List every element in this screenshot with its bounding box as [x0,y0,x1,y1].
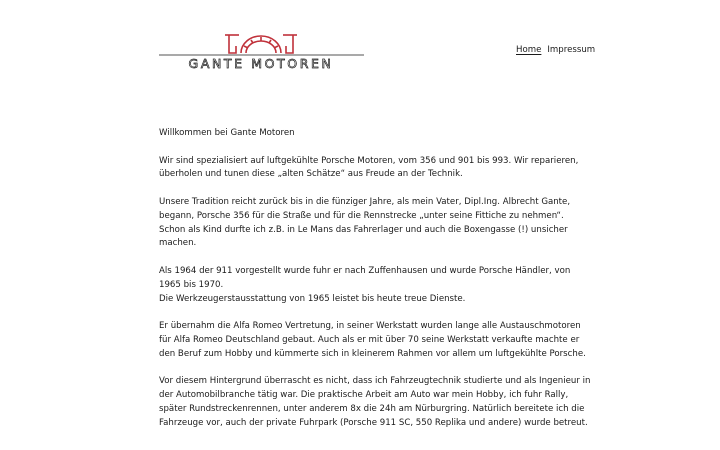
text-line: für Alfa Romeo Deutschland gebaut. Auch als er mit über 70 seine Werkstatt verkaufte machte er [159,334,580,345]
site-logo[interactable] [159,33,364,73]
text-line: Fahrzeuge vor, auch der private Fuhrpark (Porsche 911 SC, 550 Replika und andere) wurde betreut. [159,417,588,428]
paragraph-background [159,375,591,430]
main-content [159,127,591,444]
text-line: den Beruf zum Hobby und kümmerte sich in kleinerem Rahmen vor allem um luftgekühlte Porsche. [159,348,586,359]
gante-motoren-logo-icon [159,33,364,73]
text-line: machen. [159,238,197,249]
paragraph-911-history [159,265,569,306]
paragraph-tradition [159,196,569,251]
nav-link-impressum[interactable]: Impressum [547,45,596,55]
text-line: Schon als Kind durfte ich z.B. in Le Mans das Fahrerlager und auch die Boxengasse (!) unsicher [159,224,568,235]
text-line: Vor diesem Hintergrund überrascht es nicht, dass ich Fahrzeugtechnik studierte und als Ingenieur in [159,376,591,387]
text-line: Als 1964 der 911 vorgestellt wurde fuhr er nach Zuffenhausen und wurde Porsche Händler, von [159,265,571,276]
text-line: überholen und tunen diese „alten Schätze“ aus Freude an der Technik. [159,169,463,180]
text-line: 1965 bis 1970. [159,279,224,290]
text-line: Die Werkzeugerstausstattung von 1965 leistet bis heute treue Dienste. [159,293,466,304]
text-line: begann, Porsche 356 für die Straße und für die Rennstrecke „unter seine Fittiche zu nehmen“. [159,210,564,221]
text-line: Wir sind spezialisiert auf luftgekühlte Porsche Motoren, vom 356 und 901 bis 993. Wir reparieren, [159,155,579,166]
paragraph-specialization [159,155,579,183]
text-line: später Rundstreckenrennen, unter anderem 8x die 24h am Nürburgring. Natürlich bereitete ich die [159,403,585,414]
greeting-text: Willkommen bei Gante Motoren [159,128,295,138]
text-line: Unsere Tradition reicht zurück bis in die fünziger Jahre, als mein Vater, Dipl.Ing. Albrecht Gante, [159,196,571,207]
paragraph-alfa-romeo [159,320,586,361]
main-nav [516,45,595,55]
text-line: Er übernahm die Alfa Romeo Vertretung, in seiner Werkstatt wurden lange alle Austauschmotoren [159,321,581,332]
svg-text:GANTE MOTOREN: GANTE MOTOREN [188,56,334,71]
text-line: der Automobilbranche tätig war. Die praktische Arbeit am Auto war mein Hobby, ich fuhr Rally, [159,390,569,401]
nav-link-home[interactable]: Home [516,45,542,55]
